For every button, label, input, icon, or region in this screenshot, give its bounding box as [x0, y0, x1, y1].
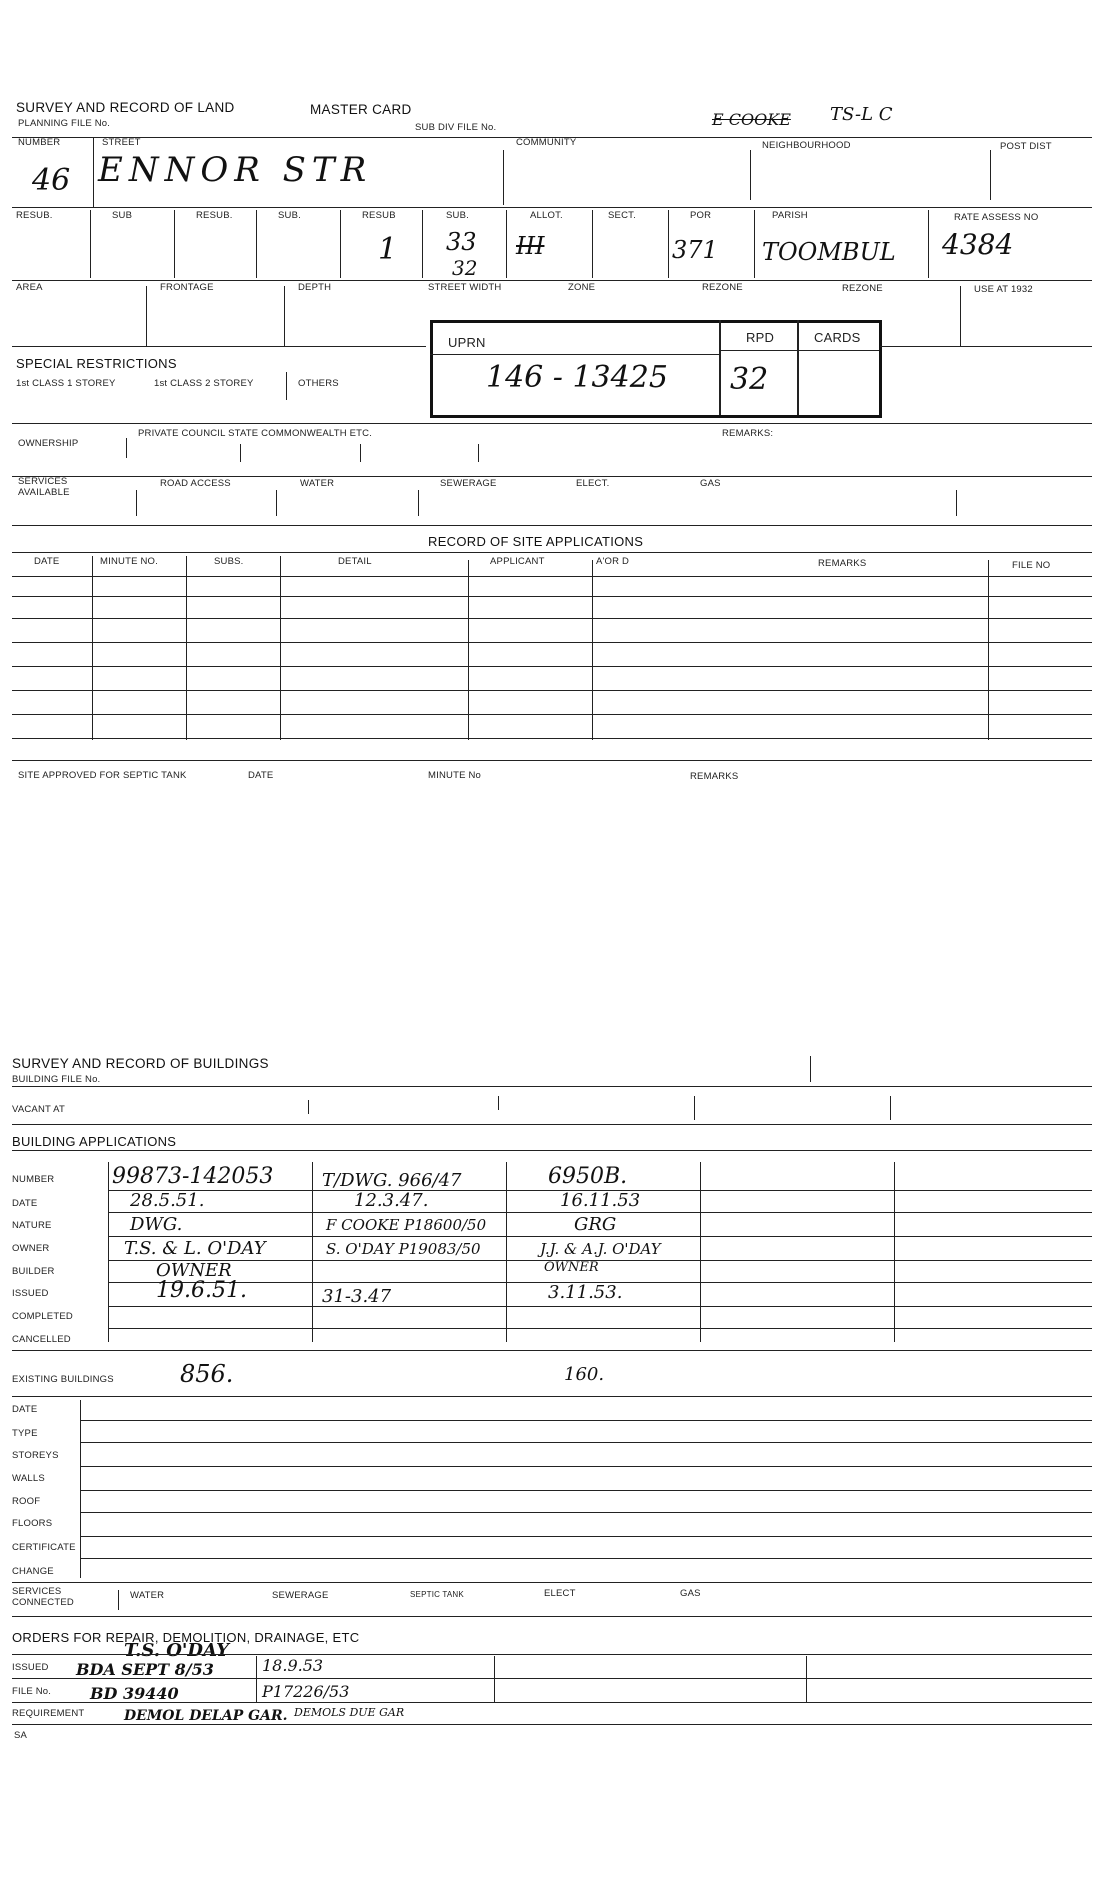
land-card-title: SURVEY AND RECORD OF LAND	[16, 100, 235, 115]
septic-date-label: DATE	[248, 770, 274, 781]
gas-label: GAS	[700, 478, 721, 489]
water-label: WATER	[300, 478, 335, 489]
orders-issued-2: 18.9.53	[262, 1656, 324, 1675]
street-width-label: STREET WIDTH	[428, 282, 502, 293]
svc-water-label: WATER	[130, 1590, 165, 1601]
rate-assess-label: RATE ASSESS NO	[954, 212, 1039, 223]
sub2-label: SUB.	[278, 210, 301, 221]
app2-number: T/DWG. 966/47	[322, 1170, 462, 1191]
master-card-label: MASTER CARD	[310, 102, 412, 117]
community-label: COMMUNITY	[516, 137, 577, 148]
detail-date-label: DATE	[12, 1404, 38, 1415]
col-remarks: REMARKS	[818, 558, 867, 569]
detail-type-label: TYPE	[12, 1428, 38, 1439]
services-connected-label: SERVICES CONNECTED	[12, 1586, 74, 1608]
app1-owner: T.S. & L. O'DAY	[124, 1238, 266, 1259]
resub2-label: RESUB.	[196, 210, 233, 221]
app1-builder: OWNER	[156, 1260, 232, 1281]
rpd-value: 32	[730, 362, 769, 397]
app3-nature: GRG	[574, 1214, 617, 1235]
detail-walls-label: WALLS	[12, 1473, 45, 1484]
orders-file-label: FILE No.	[12, 1686, 52, 1697]
ownership-label: OWNERSHIP	[18, 438, 79, 449]
detail-certificate-label: CERTIFICATE	[12, 1542, 76, 1553]
area-label: AREA	[16, 282, 43, 293]
existing-building-2: 160.	[564, 1364, 605, 1385]
rezone1-label: REZONE	[702, 282, 743, 293]
planning-file-label: PLANNING FILE No.	[18, 118, 111, 129]
top-right-note: TS-L C	[830, 104, 893, 125]
orders-requirement-note: DEMOLS DUE GAR	[294, 1706, 405, 1719]
app1-issued: 19.6.51.	[156, 1278, 247, 1303]
sect-label: SECT.	[608, 210, 636, 221]
septic-approved-label: SITE APPROVED FOR SEPTIC TANK	[18, 770, 187, 781]
zone-label: ZONE	[568, 282, 596, 293]
row-completed-label: COMPLETED	[12, 1311, 73, 1322]
row-number-label: NUMBER	[12, 1174, 55, 1185]
septic-remarks-label: REMARKS	[690, 771, 739, 782]
row-cancelled-label: CANCELLED	[12, 1334, 71, 1345]
septic-minute-label: MINUTE No	[428, 770, 481, 781]
resub1-label: RESUB.	[16, 210, 53, 221]
building-applications-label: BUILDING APPLICATIONS	[12, 1134, 177, 1149]
elect-label: ELECT.	[576, 478, 610, 489]
orders-issued-1: BDA SEPT 8/53	[76, 1660, 214, 1679]
app3-owner: J.J. & A.J. O'DAY	[540, 1240, 661, 1258]
orders-requirement-label: REQUIREMENT	[12, 1708, 85, 1719]
class1-label: 1st CLASS 1 STOREY	[16, 378, 116, 389]
detail-floors-label: FLOORS	[12, 1518, 53, 1529]
use-at-label: USE AT 1932	[974, 284, 1033, 295]
building-file-label: BUILDING FILE No.	[12, 1074, 101, 1085]
orders-issued-label: ISSUED	[12, 1662, 49, 1673]
col-file: FILE NO	[1012, 560, 1051, 571]
existing-buildings-label: EXISTING BUILDINGS	[12, 1374, 114, 1385]
app2-issued: 31-3.47	[322, 1286, 392, 1307]
sub1-label: SUB	[112, 210, 133, 221]
sub-value: 33	[446, 228, 477, 256]
others-label: OTHERS	[298, 378, 339, 389]
detail-storeys-label: STOREYS	[12, 1450, 59, 1461]
allot-label: ALLOT.	[530, 210, 563, 221]
orders-owner: T.S. O'DAY	[124, 1640, 229, 1661]
remarks-top-label: REMARKS:	[722, 428, 774, 439]
row-nature-label: NATURE	[12, 1220, 52, 1231]
existing-building-1: 856.	[180, 1360, 234, 1388]
sewerage-label: SEWERAGE	[440, 478, 497, 489]
app1-date: 28.5.51.	[130, 1190, 205, 1211]
app3-issued: 3.11.53.	[548, 1282, 623, 1303]
app2-nature: F COOKE P18600/50	[326, 1216, 487, 1234]
post-dist-label: POST DIST	[1000, 141, 1052, 152]
app1-nature: DWG.	[130, 1214, 183, 1235]
row-builder-label: BUILDER	[12, 1266, 55, 1277]
sub-div-file-label: SUB DIV FILE No.	[415, 122, 497, 133]
resub3-label: RESUB	[362, 210, 396, 221]
app2-owner: S. O'DAY P19083/50	[326, 1240, 481, 1258]
col-applicant: APPLICANT	[490, 556, 545, 567]
svc-septic-label: SEPTIC TANK	[410, 1590, 464, 1599]
orders-requirement: DEMOL DELAP GAR.	[124, 1708, 288, 1724]
services-available-label: SERVICES AVAILABLE	[18, 476, 70, 498]
uprn-label: UPRN	[448, 335, 486, 350]
app3-number: 6950B.	[548, 1164, 628, 1189]
vacant-at-label: VACANT AT	[12, 1104, 66, 1115]
app3-builder: OWNER	[544, 1260, 599, 1275]
allot-value: III	[516, 232, 545, 260]
site-applications-title: RECORD OF SITE APPLICATIONS	[428, 534, 644, 549]
app2-date: 12.3.47.	[354, 1190, 429, 1211]
special-restrictions-label: SPECIAL RESTRICTIONS	[16, 356, 177, 371]
detail-roof-label: ROOF	[12, 1496, 41, 1507]
building-card-title: SURVEY AND RECORD OF BUILDINGS	[12, 1056, 269, 1071]
svc-gas-label: GAS	[680, 1588, 701, 1599]
class2-label: 1st CLASS 2 STOREY	[154, 378, 254, 389]
app3-date: 16.11.53	[560, 1190, 641, 1211]
cards-label: CARDS	[814, 330, 861, 345]
rate-assess-value: 4384	[942, 228, 1014, 261]
row-date-label: DATE	[12, 1198, 38, 1209]
por-label: POR	[690, 210, 712, 221]
number-value: 46	[32, 163, 71, 198]
ownership-types-label: PRIVATE COUNCIL STATE COMMONWEALTH ETC.	[138, 428, 373, 439]
col-aord: A'OR D	[596, 556, 630, 567]
road-access-label: ROAD ACCESS	[160, 478, 231, 489]
sub-value-below: 32	[452, 256, 478, 280]
number-label: NUMBER	[18, 137, 61, 148]
street-value: ENNOR STR	[98, 150, 373, 190]
rezone2-label: REZONE	[842, 283, 883, 294]
rpd-label: RPD	[746, 330, 775, 345]
svc-elect-label: ELECT	[544, 1588, 576, 1599]
orders-sa-label: SA	[14, 1730, 28, 1741]
street-label: STREET	[102, 137, 141, 148]
sub3-label: SUB.	[446, 210, 469, 221]
col-minute: MINUTE NO.	[100, 556, 158, 567]
col-date: DATE	[34, 556, 60, 567]
app1-number: 99873-142053	[112, 1164, 274, 1189]
row-issued-label: ISSUED	[12, 1288, 49, 1299]
depth-label: DEPTH	[298, 282, 332, 293]
frontage-label: FRONTAGE	[160, 282, 214, 293]
parish-label: PARISH	[772, 210, 808, 221]
parish-value: TOOMBUL	[762, 238, 896, 266]
orders-file-2: P17226/53	[262, 1682, 350, 1701]
orders-file-1: BD 39440	[90, 1684, 179, 1703]
orders-label: ORDERS FOR REPAIR, DEMOLITION, DRAINAGE, ETC	[12, 1630, 360, 1645]
detail-change-label: CHANGE	[12, 1566, 54, 1577]
row-owner-label: OWNER	[12, 1243, 50, 1254]
uprn-value: 146 - 13425	[486, 360, 668, 395]
struck-name: E COOKE	[712, 110, 791, 129]
col-subs: SUBS.	[214, 556, 244, 567]
col-detail: DETAIL	[338, 556, 372, 567]
svc-sewerage-label: SEWERAGE	[272, 1590, 329, 1601]
por-value: 371	[672, 236, 718, 264]
neighbourhood-label: NEIGHBOURHOOD	[762, 140, 851, 151]
